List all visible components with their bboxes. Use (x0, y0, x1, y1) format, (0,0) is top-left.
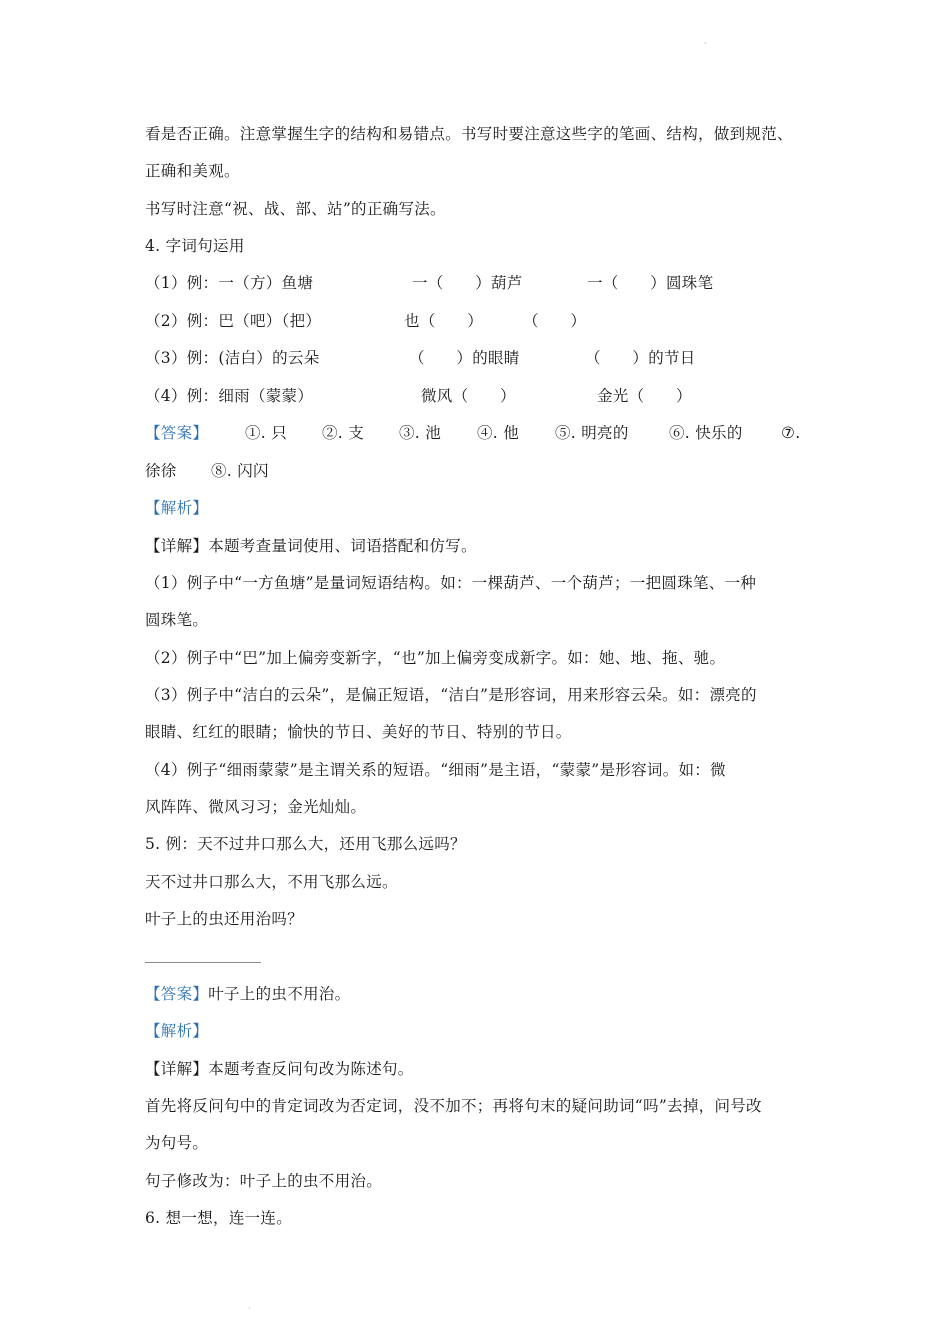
q5-explain-line-1: 首先将反问句中的肯定词改为否定词，没不加不；再将句末的疑问助词“吗”去掉，问号改 (145, 1097, 762, 1115)
q4-row-1-item-2: 一（ ）圆珠笔 (587, 274, 714, 292)
q4-answer-7: ⑦. (781, 424, 801, 442)
footer-mark: · (248, 1304, 251, 1313)
q4-detail (145, 536, 477, 556)
q4-answer-4: ④. 他 (477, 424, 520, 442)
q4-explanation-line-7: 风阵阵、微风习习；金光灿灿。 (145, 798, 367, 816)
q4-row-2-item-2: （ ） (523, 312, 587, 330)
q4-row-3-example: （3）例：(洁白）的云朵 (145, 349, 320, 367)
q4-detail-text: 本题考查量词使用、词语搭配和仿写。 (208, 537, 477, 555)
q4-explanation-line-5: 眼睛、红红的眼睛；愉快的节日、美好的节日、特别的节日。 (145, 723, 572, 741)
q4-detail-tag: 【详解】 (145, 537, 209, 555)
q5-answer (145, 984, 350, 1004)
question-6-title: 6. 想一想，连一连。 (145, 1209, 293, 1227)
q5-analysis-tag: 【解析】 (145, 1022, 209, 1040)
q4-row-2-example: （2）例：巴（吧）（把） (145, 312, 322, 330)
q5-detail-text: 本题考查反问句改为陈述句。 (208, 1060, 414, 1078)
q4-row-1-example: （1）例：一（方）鱼塘 (145, 274, 314, 292)
question-4-title: 4. 字词句运用 (145, 237, 245, 255)
q5-question: 叶子上的虫还用治吗？ (145, 910, 304, 928)
question-5-title: 5. 例：天不过井口那么大，还用飞那么远吗？ (145, 835, 466, 853)
q4-row-4-item-2: 金光（ ） (597, 387, 692, 405)
q4-answer-5: ⑤. 明亮的 (555, 424, 629, 442)
q4-explanation-line-6: （4）例子“细雨蒙蒙”是主谓关系的短语。“细雨”是主语，“蒙蒙”是形容词。如：微 (145, 761, 726, 779)
intro-line-2: 正确和美观。 (145, 162, 240, 180)
q4-answer-tag: 【答案】 (145, 424, 209, 442)
q4-row-3-item-2: （ ）的节日 (585, 349, 696, 367)
q4-row-4-example: （4）例：细雨（蒙蒙） (145, 387, 314, 405)
q4-row-2-item-1: 也（ ） (404, 312, 484, 330)
q4-answer-6: ⑥. 快乐的 (669, 424, 743, 442)
q4-row-4-item-1: 微风（ ） (421, 387, 516, 405)
intro-line-1: 看是否正确。注意掌握生字的结构和易错点。书写时要注意这些字的笔画、结构，做到规范、 (145, 125, 793, 143)
q5-detail-tag: 【详解】 (145, 1060, 209, 1078)
q5-answer-tag: 【答案】 (145, 985, 209, 1003)
intro-line-3: 书写时注意“祝、战、部、站”的正确写法。 (145, 200, 446, 218)
answer-blank-line (145, 962, 261, 963)
q5-explain-line-3: 句子修改为：叶子上的虫不用治。 (145, 1172, 383, 1190)
q4-answer-3: ③. 池 (399, 424, 442, 442)
q4-explanation-line-4: （3）例子中“洁白的云朵”，是偏正短语，“洁白”是形容词，用来形容云朵。如：漂亮的 (145, 686, 757, 704)
corner-mark: · (704, 39, 707, 48)
q4-answer-1: ①. 只 (245, 424, 288, 442)
q4-row-1-item-1: 一（ ）葫芦 (412, 274, 523, 292)
q5-detail (145, 1059, 414, 1079)
q5-example-answer: 天不过井口那么大，不用飞那么远。 (145, 873, 398, 891)
q4-explanation-line-1: （1）例子中“一方鱼塘”是量词短语结构。如：一棵葫芦、一个葫芦；一把圆珠笔、一种 (145, 574, 757, 592)
q4-answer-2: ②. 支 (322, 424, 365, 442)
q4-analysis-tag: 【解析】 (145, 499, 209, 517)
q5-answer-text: 叶子上的虫不用治。 (208, 985, 351, 1003)
q4-answer-7-cont: 徐徐 (145, 462, 177, 480)
q5-explain-line-2: 为句号。 (145, 1134, 209, 1152)
q4-answer-8: ⑧. 闪闪 (211, 462, 269, 480)
q4-explanation-line-2: 圆珠笔。 (145, 611, 209, 629)
q4-explanation-line-3: （2）例子中“巴”加上偏旁变新字，“也”加上偏旁变成新字。如：她、地、拖、驰。 (145, 649, 726, 667)
q4-row-3-item-1: （ ）的眼睛 (409, 349, 520, 367)
